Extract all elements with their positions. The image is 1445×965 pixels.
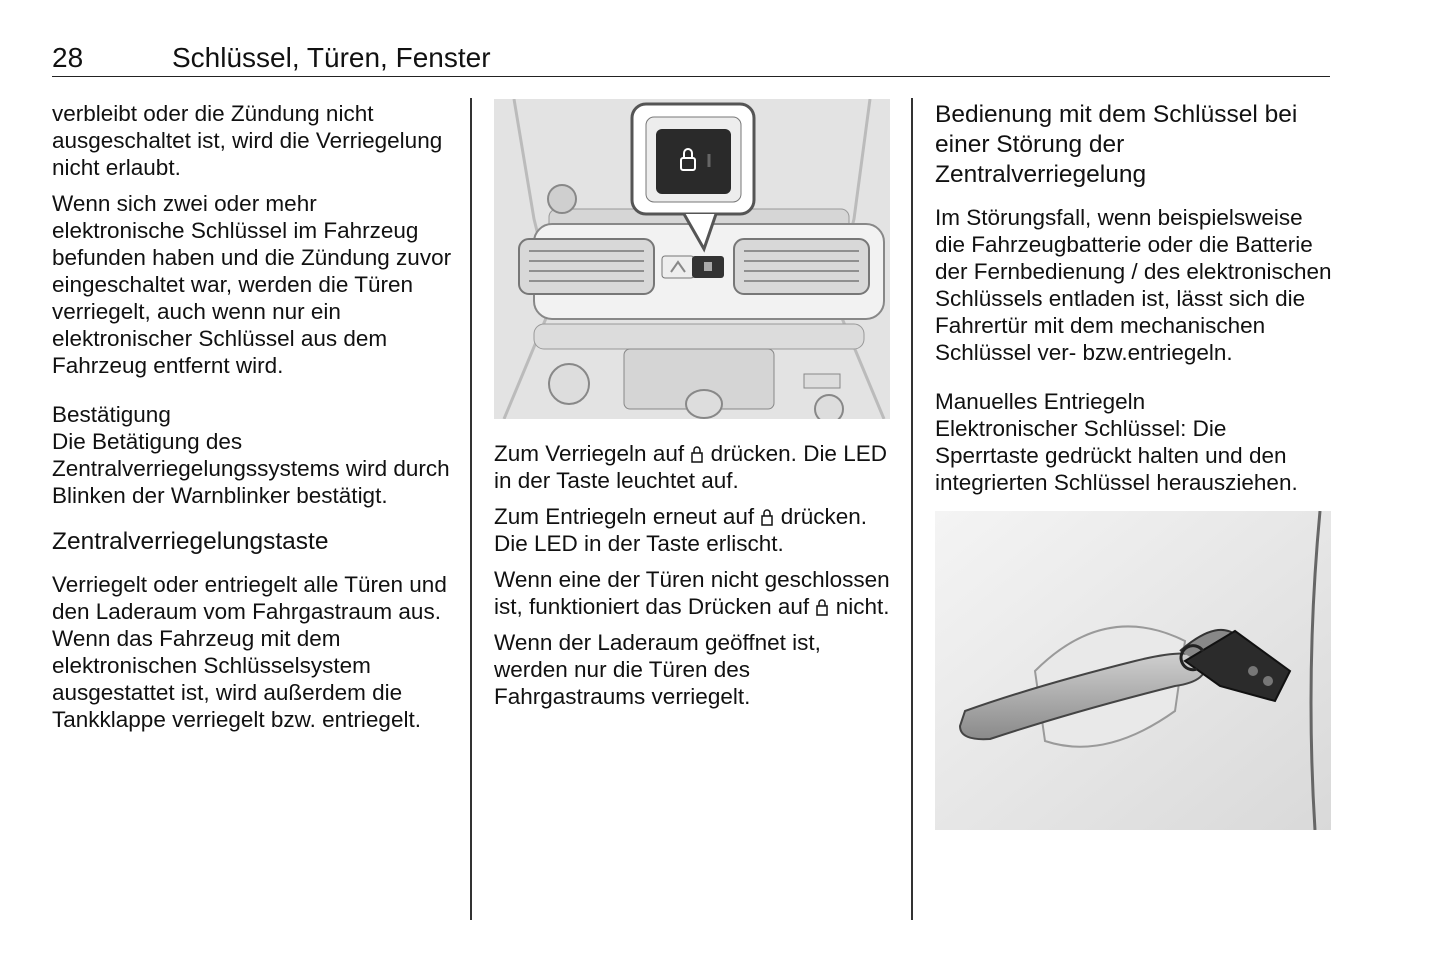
paragraph: Verriegelt oder entriegelt alle Türen und den Laderaum vom Fahrgastraum aus. Wenn das Fahrzeug mit dem elektronischen Schlüsselsystem ausgestattet ist, wird außerdem die Tankklappe verriegelt bzw. entriegelt. [52,572,447,732]
page-number: 28 [52,42,84,73]
paragraph: Elektronischer Schlüssel: Die Sperrtaste gedrückt halten und den integrierten Schlüssel herausziehen. [935,416,1298,495]
text-span: nicht. [835,594,890,619]
text-span: Wenn eine der Türen nicht geschlossen ist, funktioniert das Drücken auf [494,567,890,619]
paragraph: Wenn der Laderaum geöffnet ist, werden nur die Türen des Fahrgastraums verriegelt. [494,630,821,709]
subheading-manuelles-entriegeln: Manuelles Entriegeln [935,389,1146,414]
paragraph: verbleibt oder die Zündung nicht ausgeschaltet ist, wird die Verriegelung nicht erlaubt. [52,101,443,180]
column-left [52,100,452,733]
paragraph: Die Betätigung des Zentralverriegelungssystems wird durch Blinken der Warnblinker bestätigt. [52,429,450,508]
text-span: Zum Entriegeln erneut auf [494,504,755,529]
text-span: Zum Verriegeln auf [494,441,685,466]
paragraph [494,503,894,557]
column-right [935,100,1335,496]
page-header [52,40,1330,77]
column-divider [911,98,913,920]
column-divider [470,98,472,920]
lock-icon [815,598,829,616]
door-handle-key-figure [935,511,1331,830]
text-span: drücken. Die LED in der Taste erlischt. [494,504,867,556]
paragraph [494,566,894,620]
page-title: Schlüssel, Türen, Fenster [172,42,491,73]
paragraph [494,440,894,494]
heading-stoerung: Bedienung mit dem Schlüssel bei einer Störung der Zentralverriegelung [935,101,1298,188]
lock-icon [690,445,704,463]
dashboard-illustration [494,99,890,419]
subheading-bestaetigung: Bestätigung [52,402,171,427]
text-span: drücken. Die LED in der Taste leuchtet auf. [494,441,887,493]
lock-icon [760,508,774,526]
paragraph: Im Störungsfall, wenn beispielsweise die Fahrzeugbatterie oder die Batterie der Fernbedienung / des elektronischen Schlüssels entladen ist, lässt sich die Fahrertür mit dem mechanischen Schlüssel ver- bzw.entriegeln. [935,205,1332,365]
paragraph: Wenn sich zwei oder mehr elektronische Schlüssel im Fahrzeug befunden haben und die Zündung zuvor eingeschaltet war, werden die Türen verriegelt, auch wenn nur ein elektronischer Schlüssel aus dem Fahrzeug entfernt wird. [52,191,452,378]
column-middle [494,440,894,710]
door-handle-illustration [935,511,1331,830]
heading-zentralverriegelungstaste: Zentralverriegelungstaste [52,528,329,555]
dashboard-lock-button-figure [494,99,890,419]
